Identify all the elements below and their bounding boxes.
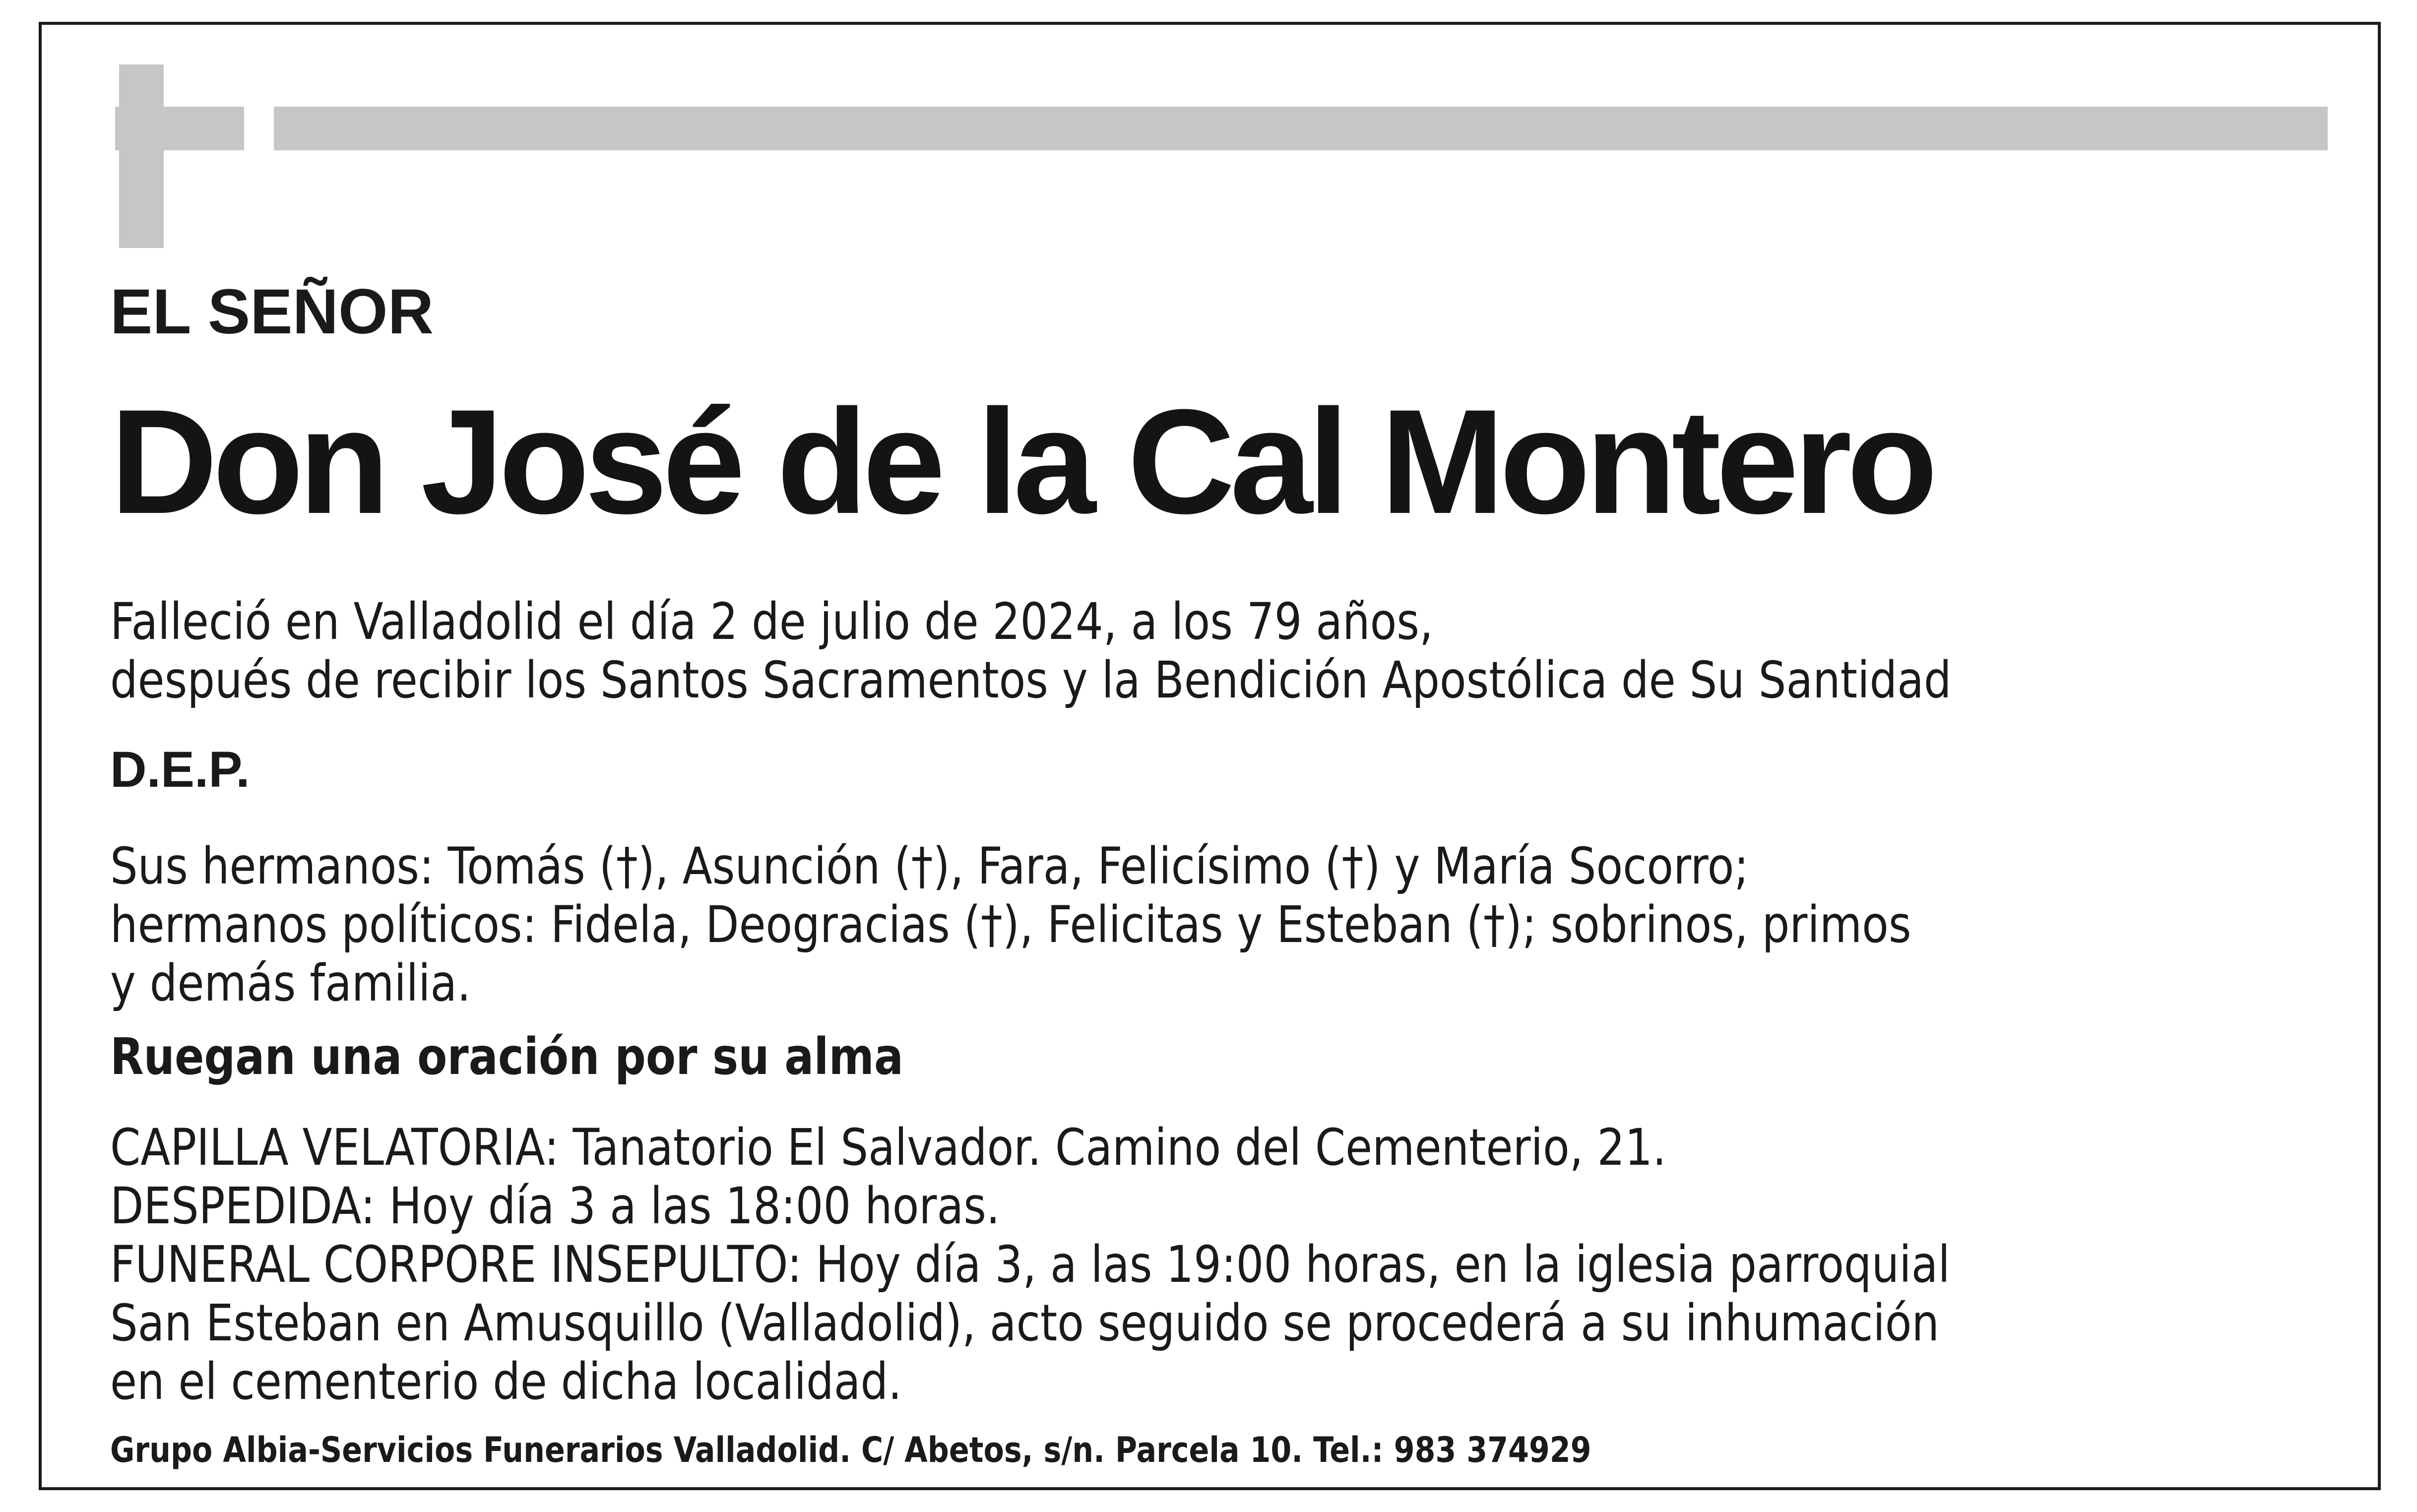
details-line: San Esteban en Amusquillo (Valladolid), acto seguido se procederá a su inhumación	[110, 1294, 1940, 1353]
cross-horizontal-beam	[115, 107, 244, 150]
honorific-label: EL SEÑOR	[110, 276, 434, 347]
funeral-home-footer: Grupo Albia-Servicios Funerarios Valladolid. C/ Abetos, s/n. Parcela 10. Tel.: 983 374929	[110, 1430, 1591, 1470]
family-line: hermanos políticos: Fidela, Deogracias (†), Felicitas y Esteban (†); sobrinos, primos	[110, 895, 1911, 954]
details-line: CAPILLA VELATORIA: Tanatorio El Salvador. Camino del Cementerio, 21.	[110, 1118, 1666, 1177]
announcement-line: después de recibir los Santos Sacramentos y la Bendición Apostólica de Su Santidad	[110, 651, 1952, 710]
service-details	[110, 1119, 1950, 1411]
details-line: DESPEDIDA: Hoy día 3 a las 18:00 horas.	[110, 1177, 1000, 1236]
rip-label: D.E.P.	[110, 741, 250, 798]
header-rule	[274, 107, 2328, 150]
death-announcement	[110, 593, 1952, 710]
deceased-name: Don José de la Cal Montero	[110, 378, 1933, 545]
details-line: FUNERAL CORPORE INSEPULTO: Hoy día 3, a las 19:00 horas, en la iglesia parroquial	[110, 1235, 1950, 1294]
cross-vertical-beam	[119, 64, 164, 248]
family-line: Sus hermanos: Tomás (†), Asunción (†), Fara, Felicísimo (†) y María Socorro;	[110, 837, 1749, 896]
family-list	[110, 837, 1911, 1013]
prayer-request: Ruegan una oración por su alma	[110, 1027, 904, 1086]
details-line: en el cementerio de dicha localidad.	[110, 1352, 902, 1411]
announcement-line: Falleció en Valladolid el día 2 de julio de 2024, a los 79 años,	[110, 592, 1433, 651]
family-line: y demás familia.	[110, 954, 471, 1013]
